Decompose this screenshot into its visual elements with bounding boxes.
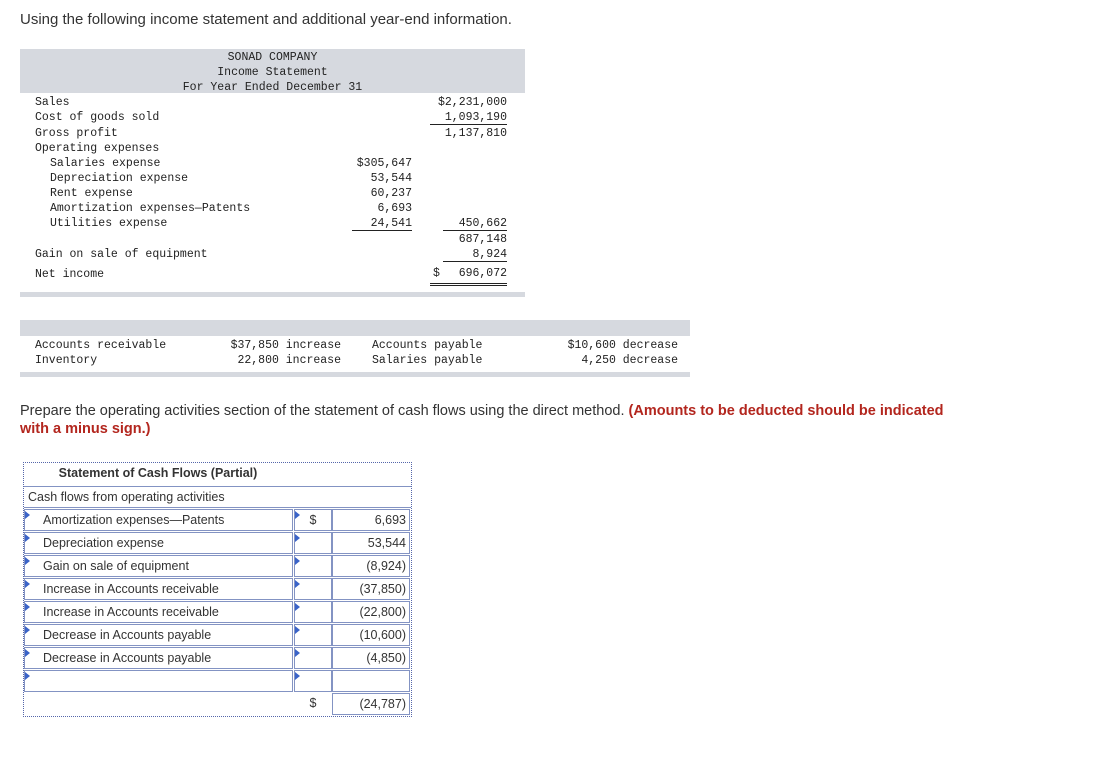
net-income-double-underline: [430, 282, 507, 286]
net-income-label: Net income: [35, 268, 105, 281]
depreciation-expense-label: Depreciation expense: [50, 172, 189, 185]
dropdown-indicator-icon: [25, 557, 30, 565]
ap-label: Accounts payable: [372, 339, 483, 352]
dropdown-indicator-icon: [25, 672, 30, 680]
dropdown-indicator-icon: [295, 557, 300, 565]
dropdown-indicator-icon: [295, 511, 300, 519]
additional-info-bottom-bar: [20, 372, 690, 377]
cash-flow-row-label-input[interactable]: Increase in Accounts receivable: [24, 601, 293, 623]
statement-title: Income Statement: [217, 66, 328, 79]
amortization-expense-value: 6,693: [377, 202, 412, 215]
dropdown-indicator-icon: [295, 649, 300, 657]
dropdown-indicator-icon: [25, 649, 30, 657]
additional-info-header-band: [20, 320, 690, 336]
cash-flow-row-label-input[interactable]: Decrease in Accounts payable: [24, 647, 293, 669]
depreciation-expense-value: 53,544: [370, 172, 412, 185]
dropdown-indicator-icon: [25, 580, 30, 588]
cash-flow-row-label-input[interactable]: Decrease in Accounts payable: [24, 624, 293, 646]
rent-expense-value: 60,237: [370, 187, 412, 200]
amortization-expense-label: Amortization expenses—Patents: [50, 202, 251, 215]
ap-value: $10,600 decrease: [567, 339, 678, 352]
ar-value: $37,850 increase: [230, 339, 341, 352]
cash-flow-row-label-input[interactable]: Depreciation expense: [24, 532, 293, 554]
cash-flow-row-currency: $: [294, 509, 332, 531]
sales-label: Sales: [35, 96, 70, 109]
instruction: [20, 402, 960, 438]
total-operating-expenses: 450,662: [443, 217, 507, 231]
cogs-value: 1,093,190: [430, 111, 507, 125]
statement-period: For Year Ended December 31: [182, 81, 363, 94]
cash-flow-title: Statement of Cash Flows (Partial): [58, 466, 258, 480]
cash-flow-row-amount-input[interactable]: (10,600): [332, 624, 410, 646]
cash-flow-row-amount-input[interactable]: (8,924): [332, 555, 410, 577]
income-statement-bottom-bar: [20, 292, 525, 297]
dropdown-indicator-icon: [295, 580, 300, 588]
ar-label: Accounts receivable: [35, 339, 167, 352]
cogs-label: Cost of goods sold: [35, 111, 160, 124]
company-name: SONAD COMPANY: [227, 51, 318, 64]
cash-flow-row-amount-input[interactable]: (4,850): [332, 647, 410, 669]
sales-value: $2,231,000: [437, 96, 507, 109]
income-before-gain: 687,148: [458, 233, 507, 246]
cash-flow-row-label-input[interactable]: Gain on sale of equipment: [24, 555, 293, 577]
cash-flow-row-label-input[interactable]: Amortization expenses—Patents: [24, 509, 293, 531]
utilities-expense-label: Utilities expense: [50, 217, 168, 230]
salaries-payable-label: Salaries payable: [372, 354, 483, 367]
dropdown-indicator-icon: [295, 534, 300, 542]
salaries-payable-value: 4,250 decrease: [581, 354, 678, 367]
operating-activities-heading: Cash flows from operating activities: [24, 486, 411, 508]
net-income-currency: $: [433, 267, 440, 280]
cash-flow-row-amount-input[interactable]: (22,800): [332, 601, 410, 623]
utilities-expense-value: 24,541: [352, 217, 412, 231]
dropdown-indicator-icon: [295, 626, 300, 634]
intro-text: Using the following income statement and additional year-end information.: [20, 11, 512, 28]
net-income-value: 696,072: [458, 267, 507, 280]
instruction-text: Prepare the operating activities section of the statement of cash flows using the direct method.: [20, 403, 625, 419]
dropdown-indicator-icon: [25, 511, 30, 519]
dropdown-indicator-icon: [25, 603, 30, 611]
inventory-label: Inventory: [35, 354, 98, 367]
total-currency: $: [294, 693, 332, 715]
operating-expenses-label: Operating expenses: [35, 142, 160, 155]
gain-label: Gain on sale of equipment: [35, 248, 208, 261]
dropdown-indicator-icon: [25, 534, 30, 542]
salaries-expense-value: $305,647: [356, 157, 412, 170]
cash-flow-row-amount-input[interactable]: 6,693: [332, 509, 410, 531]
inventory-value: 22,800 increase: [237, 354, 341, 367]
cash-flow-row-amount-input[interactable]: 53,544: [332, 532, 410, 554]
salaries-expense-label: Salaries expense: [50, 157, 161, 170]
cash-flow-row-label-input[interactable]: Increase in Accounts receivable: [24, 578, 293, 600]
instruction-emphasis: (Amounts to be deducted should be indicated with a minus sign.): [20, 403, 944, 437]
cash-flow-row-label-input[interactable]: [24, 670, 293, 692]
gross-profit-label: Gross profit: [35, 127, 118, 140]
gain-value: 8,924: [443, 248, 507, 262]
dropdown-indicator-icon: [295, 672, 300, 680]
gross-profit-value: 1,137,810: [444, 127, 507, 140]
rent-expense-label: Rent expense: [50, 187, 133, 200]
cash-flow-row-amount-input[interactable]: (37,850): [332, 578, 410, 600]
total-amount-input[interactable]: (24,787): [332, 693, 410, 715]
dropdown-indicator-icon: [295, 603, 300, 611]
dropdown-indicator-icon: [25, 626, 30, 634]
cash-flow-row-amount-input[interactable]: [332, 670, 410, 692]
